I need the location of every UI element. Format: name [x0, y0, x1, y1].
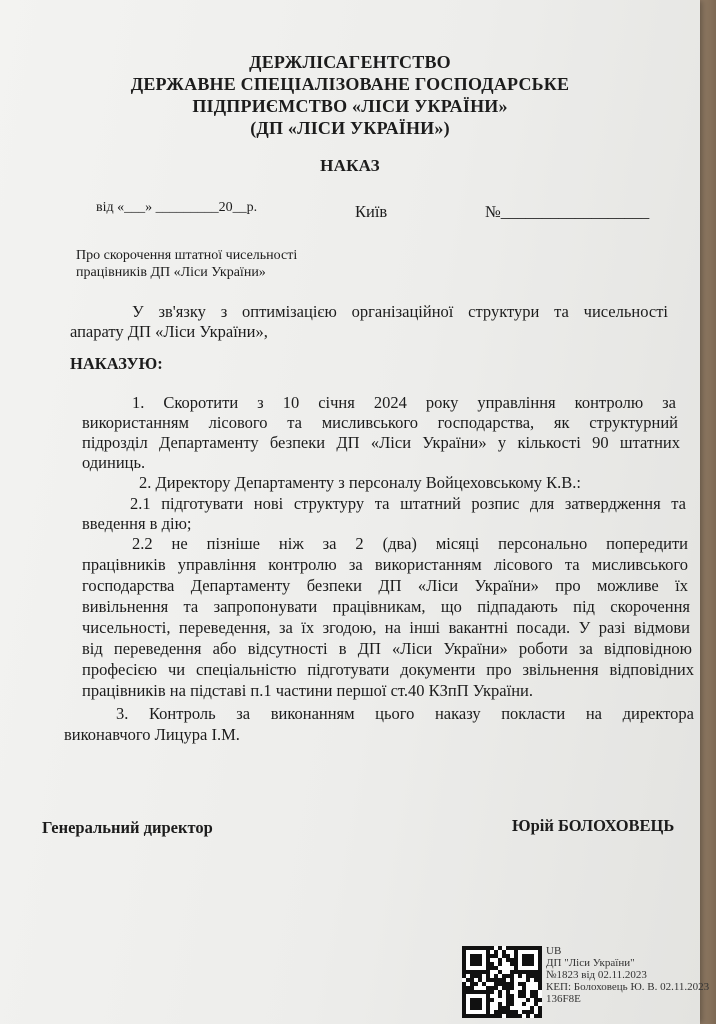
stamp-line-4: КЕП: Болоховець Ю. В. 02.11.2023 [546, 981, 710, 993]
qr-code [462, 946, 542, 1018]
order-line: одиниць. [82, 453, 146, 472]
order-line: працівників управління контролю за використанням лісового та мисливського [82, 555, 688, 574]
intro-line-1: У зв'язку з оптимізацією організаційної структури та чисельності [132, 302, 668, 321]
signatory-position: Генеральний директор [42, 818, 213, 837]
orders-heading: НАКАЗУЮ: [70, 354, 163, 373]
enterprise-name-line1: ДЕРЖАВНЕ СПЕЦІАЛІЗОВАНЕ ГОСПОДАРСЬКЕ [130, 74, 570, 94]
order-line: 3. Контроль за виконанням цього наказу покласти на директора [116, 704, 694, 723]
enterprise-name-line2: ПІДПРИЄМСТВО «ЛІСИ УКРАЇНИ» [192, 96, 508, 116]
order-line: 2. Директору Департаменту з персоналу Войцеховському К.В.: [139, 473, 582, 492]
stamp-line-5: 136F8E [546, 993, 581, 1005]
order-number: №__________________ [485, 202, 650, 221]
intro-line-2: апарату ДП «Ліси України», [70, 322, 268, 341]
order-line: вивільнення та запропонувати працівникам, що підпадають під скорочення [82, 597, 690, 616]
order-line: працівників на підставі п.1 частини першої ст.40 КЗпП України. [82, 681, 533, 700]
stamp-line-1: UB [546, 945, 562, 957]
order-line: 2.2 не пізніше ніж за 2 (два) місяці персонально попередити [132, 534, 688, 553]
document-type: НАКАЗ [320, 156, 380, 175]
order-city: Київ [355, 202, 388, 221]
order-line: господарства Департаменту безпеки ДП «Ліси України» про можливе їх [82, 576, 688, 595]
order-line: 1. Скоротити з 10 січня 2024 року управління контролю за [132, 393, 676, 412]
order-line: 2.1 підготувати нові структуру та штатний розпис для затвердження та [130, 494, 686, 513]
agency-name: ДЕРЖЛІСАГЕНТСТВО [249, 52, 451, 72]
order-line: введення в дію; [82, 514, 192, 533]
order-line: від переведення або відсутності в ДП «Ліси України» роботи за відповідною [82, 639, 692, 658]
subject-line-1: Про скорочення штатної чисельності [76, 248, 298, 263]
order-line: чисельності, переведення, за їх згодою, на інші вакантні посади. У разі відмови [82, 618, 690, 637]
stamp-line-2: ДП "Ліси України" [546, 957, 635, 969]
subject-line-2: працівників ДП «Ліси України» [76, 265, 266, 280]
order-date: від «___» _________20__р. [96, 200, 258, 215]
order-line: підрозділ Департаменту безпеки ДП «Ліси України» у кількості 90 штатних [82, 433, 680, 452]
signatory-name: Юрій БОЛОХОВЕЦЬ [512, 816, 675, 835]
enterprise-short-name: (ДП «ЛІСИ УКРАЇНИ») [250, 118, 450, 138]
order-line: професією чи спеціальністю підготувати документи про звільнення відповідних [82, 660, 694, 679]
order-line: виконавчого Лицура І.М. [64, 725, 240, 744]
stamp-line-3: №1823 від 02.11.2023 [546, 969, 647, 981]
order-line: використанням лісового та мисливського господарства, як структурний [82, 413, 678, 432]
